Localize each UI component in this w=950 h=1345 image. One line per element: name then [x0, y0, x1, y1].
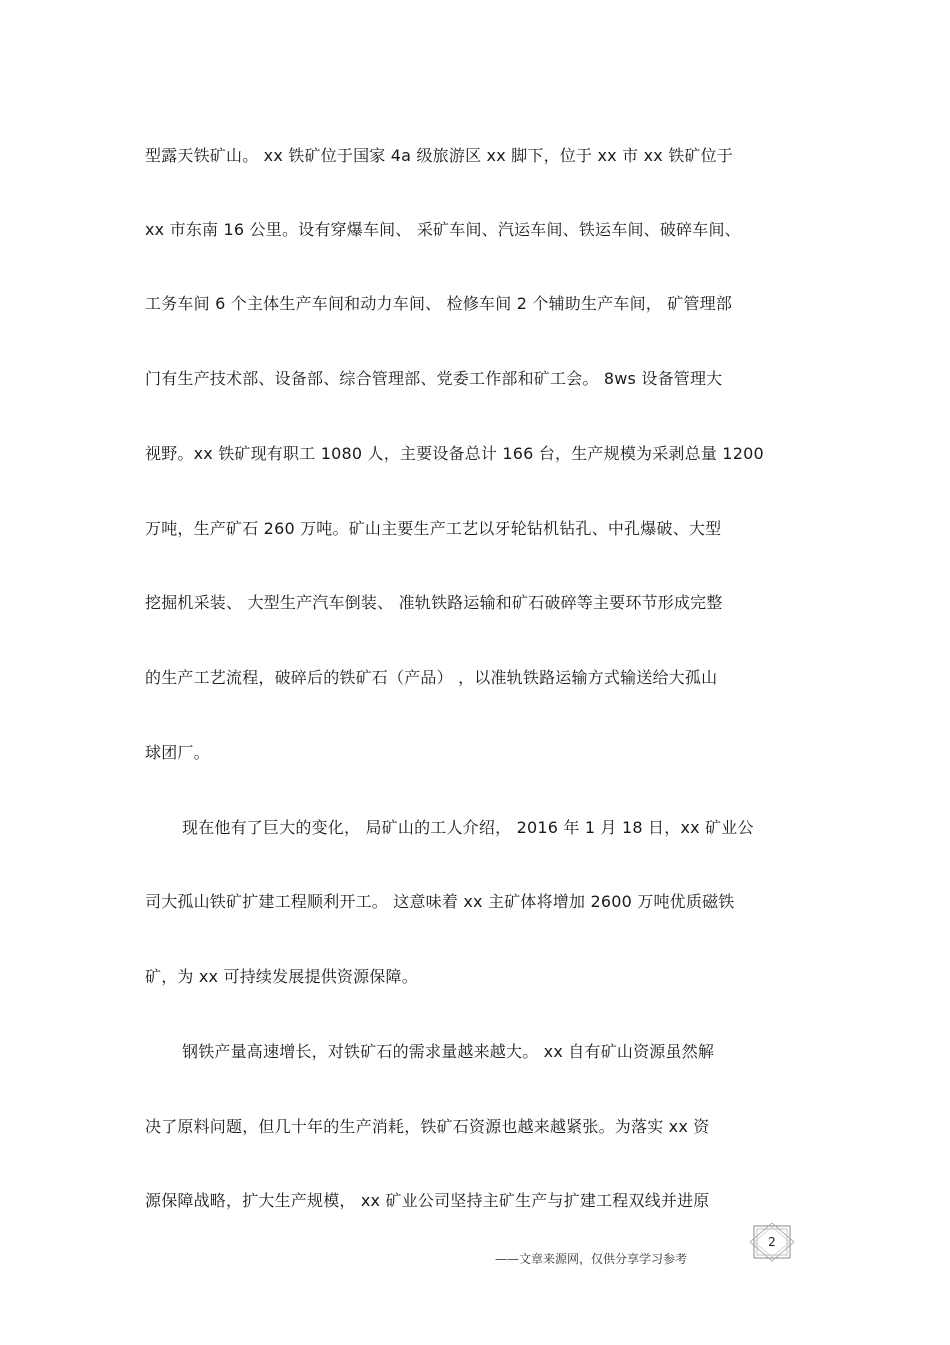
text-line: xx 市东南 16 公里。设有穿爆车间、 采矿车间、汽运车间、铁运车间、破碎车间、 [145, 220, 741, 239]
text-line: 门有生产技术部、设备部、综合管理部、党委工作部和矿工会。 8ws 设备管理大 [145, 369, 723, 388]
paragraph-start-line: 钢铁产量高速增长，对铁矿石的需求量越来越大。 xx 自有矿山资源虽然解 [182, 1042, 715, 1061]
text-line: 决了原料问题，但几十年的生产消耗，铁矿石资源也越来越紧张。为落实 xx 资 [145, 1117, 710, 1136]
page-number: 2 [768, 1235, 776, 1249]
text-line: 矿，为 xx 可持续发展提供资源保障。 [145, 967, 418, 986]
text-line: 工务车间 6 个主体生产车间和动力车间、 检修车间 2 个辅助生产车间， 矿管理部 [145, 294, 733, 313]
text-line: 万吨，生产矿石 260 万吨。矿山主要生产工艺以牙轮钻机钻孔、中孔爆破、大型 [145, 519, 722, 538]
text-line: 型露天铁矿山。 xx 铁矿位于国家 4a 级旅游区 xx 脚下，位于 xx 市 xx 铁矿位于 [145, 146, 733, 165]
text-line: 司大孤山铁矿扩建工程顺利开工。 这意味着 xx 主矿体将增加 2600 万吨优质磁铁 [145, 892, 735, 911]
text-line: 视野。xx 铁矿现有职工 1080 人，主要设备总计 166 台，生产规模为采剥总量 1200 [145, 444, 764, 463]
text-line: 球团厂。 [145, 743, 210, 762]
text-line: 挖掘机采装、 大型生产汽车倒装、 准轨铁路运输和矿石破碎等主要环节形成完整 [145, 593, 723, 612]
text-line: 的生产工艺流程，破碎后的铁矿石（产品） ，以准轨铁路运输方式输送给大孤山 [145, 668, 718, 687]
source-note: ——文章来源网，仅供分享学习参考 [495, 1252, 688, 1266]
paragraph-start-line: 现在他有了巨大的变化， 局矿山的工人介绍， 2016 年 1 月 18 日，xx 矿业公 [182, 818, 754, 837]
text-line: 源保障战略，扩大生产规模， xx 矿业公司坚持主矿生产与扩建工程双线并进原 [145, 1191, 710, 1210]
page-number-badge [748, 1222, 796, 1262]
